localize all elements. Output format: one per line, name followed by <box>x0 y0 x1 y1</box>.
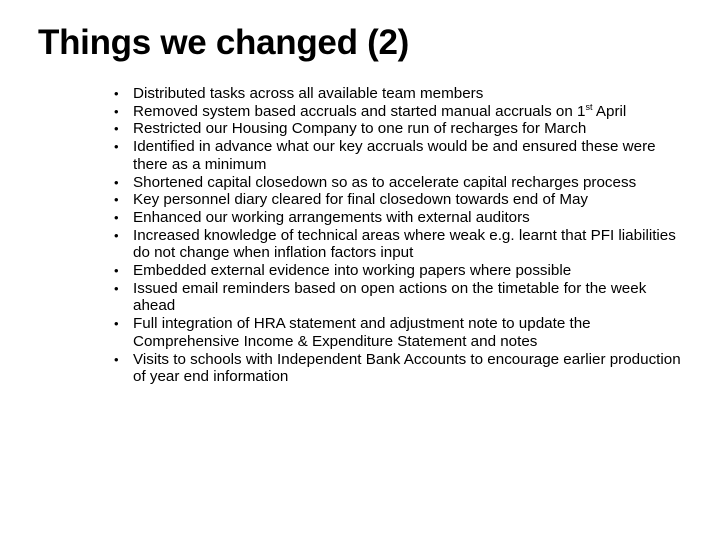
bullet-icon: • <box>114 103 119 119</box>
bullet-icon: • <box>114 86 119 101</box>
list-item <box>114 280 684 315</box>
bullet-text: Visits to schools with Independent Bank Accounts to encourage earlier production of year end information <box>133 350 681 386</box>
bullet-text: Issued email reminders based on open actions on the timetable for the week ahead <box>133 279 647 315</box>
list-item <box>114 191 684 209</box>
ordinal-superscript: st <box>585 101 593 112</box>
bullet-icon: • <box>114 227 119 243</box>
bullet-text: Restricted our Housing Company to one run of recharges for March <box>133 120 587 138</box>
bullet-icon: • <box>114 209 119 225</box>
list-item <box>114 315 684 350</box>
bullet-text: Increased knowledge of technical areas where weak e.g. learnt that PFI liabilities do not change when inflation factors input <box>133 226 676 262</box>
bullet-text: Shortened capital closedown so as to accelerate capital recharges process <box>133 173 637 191</box>
list-item <box>114 103 684 121</box>
bullet-icon: • <box>114 121 119 137</box>
bullet-icon: • <box>114 139 119 155</box>
bullet-icon: • <box>114 351 119 367</box>
list-item <box>114 120 684 138</box>
bullet-text: Distributed tasks across all available team members <box>133 85 484 102</box>
bullet-text: Identified in advance what our key accruals would be and ensured these were there as a minimum <box>133 138 656 173</box>
bullet-icon: • <box>114 263 119 279</box>
list-item <box>114 262 684 280</box>
list-item <box>114 209 684 227</box>
bullet-text: Key personnel diary cleared for final closedown towards end of May <box>133 191 589 209</box>
list-item <box>114 138 684 173</box>
list-item <box>114 174 684 192</box>
bullet-icon: • <box>114 280 119 296</box>
bullet-list <box>114 85 684 386</box>
list-item <box>114 351 684 386</box>
bullet-icon: • <box>114 192 119 208</box>
bullet-text: Removed system based accruals and started manual accruals on 1 <box>133 102 586 120</box>
bullet-icon: • <box>114 316 119 332</box>
bullet-icon: • <box>114 174 119 190</box>
bullet-text: Full integration of HRA statement and adjustment note to update the Comprehensive Income & Expenditure Statement and notes <box>133 315 591 350</box>
slide-title: Things we changed (2) <box>38 23 409 62</box>
list-item <box>114 85 684 103</box>
list-item <box>114 227 684 262</box>
bullet-text: Embedded external evidence into working papers where possible <box>133 262 572 280</box>
bullet-text-continuation: April <box>595 102 627 120</box>
bullet-text: Enhanced our working arrangements with external auditors <box>133 208 530 226</box>
